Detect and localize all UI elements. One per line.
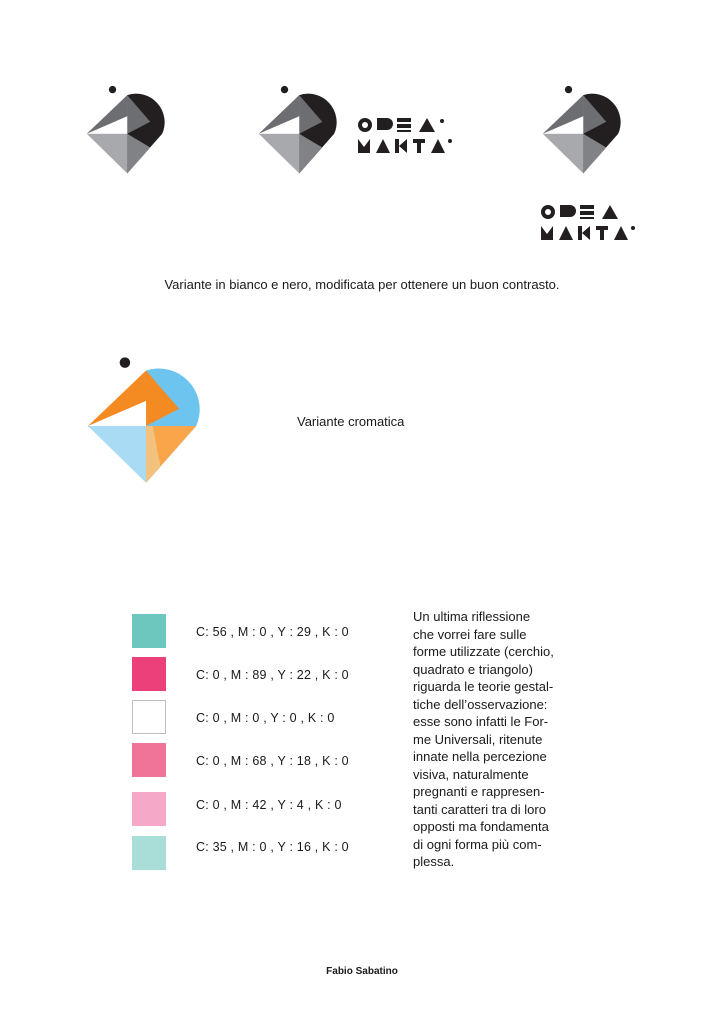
logo-lower-left <box>88 426 146 483</box>
paragraph-line: me Universali, ritenute <box>413 731 543 747</box>
logo-color-mark <box>84 350 216 494</box>
palette-swatch <box>132 743 166 777</box>
palette-label: C: 35 , M : 0 , Y : 16 , K : 0 <box>196 840 349 854</box>
paragraph-line: forme utilizzate (cerchio, <box>413 644 554 659</box>
color-caption: Variante cromatica <box>297 414 405 429</box>
paragraph-line: riguarda le teorie gestal- <box>413 679 554 694</box>
paragraph-line: visiva, naturalmente <box>413 766 529 782</box>
wordmark-stacked <box>540 204 640 242</box>
paragraph-line: plessa. <box>413 854 455 869</box>
palette-swatch <box>132 657 166 691</box>
palette-swatch <box>132 614 166 648</box>
paragraph-line: tanti caratteri tra di loro <box>413 801 546 817</box>
paragraph-line: opposti ma fondamenta <box>413 819 549 834</box>
logo-bw-mark-horizontal <box>256 82 348 180</box>
bw-caption: Variante in bianco e nero, modificata per ottenere un buon contrasto. <box>164 277 560 292</box>
paragraph-line: pregnanti e rappresen- <box>413 784 545 799</box>
paragraph-line: esse sono infatti le For- <box>413 714 549 729</box>
palette-swatch <box>132 836 166 870</box>
logo-dot <box>109 86 116 93</box>
logo-lower-left <box>87 134 127 174</box>
logo-bw-mark-stacked <box>540 82 632 180</box>
paragraph-line: tiche dell’osservazione: <box>413 696 548 712</box>
palette-label: C: 0 , M : 89 , Y : 22 , K : 0 <box>196 668 349 682</box>
palette-label: C: 0 , M : 42 , Y : 4 , K : 0 <box>196 798 342 812</box>
paragraph-line: che vorrei fare sulle <box>413 626 527 642</box>
logo-dot <box>120 357 131 368</box>
paragraph-line: di ogni forma più com- <box>413 836 542 852</box>
reflection-paragraph <box>413 608 583 871</box>
author-name: Fabio Sabatino <box>326 966 398 977</box>
paragraph-line: Un ultima riflessione <box>413 609 531 624</box>
palette-swatch <box>132 792 166 826</box>
palette-label: C: 0 , M : 68 , Y : 18 , K : 0 <box>196 754 349 768</box>
logo-bw-mark-only <box>84 82 176 180</box>
paragraph-line: innate nella percezione <box>413 749 547 764</box>
palette-label: C: 0 , M : 0 , Y : 0 , K : 0 <box>196 711 335 725</box>
wordmark-horizontal <box>357 117 457 155</box>
palette-label: C: 56 , M : 0 , Y : 29 , K : 0 <box>196 625 349 639</box>
paragraph-line: quadrato e triangolo) <box>413 661 533 677</box>
palette-swatch <box>132 700 166 734</box>
